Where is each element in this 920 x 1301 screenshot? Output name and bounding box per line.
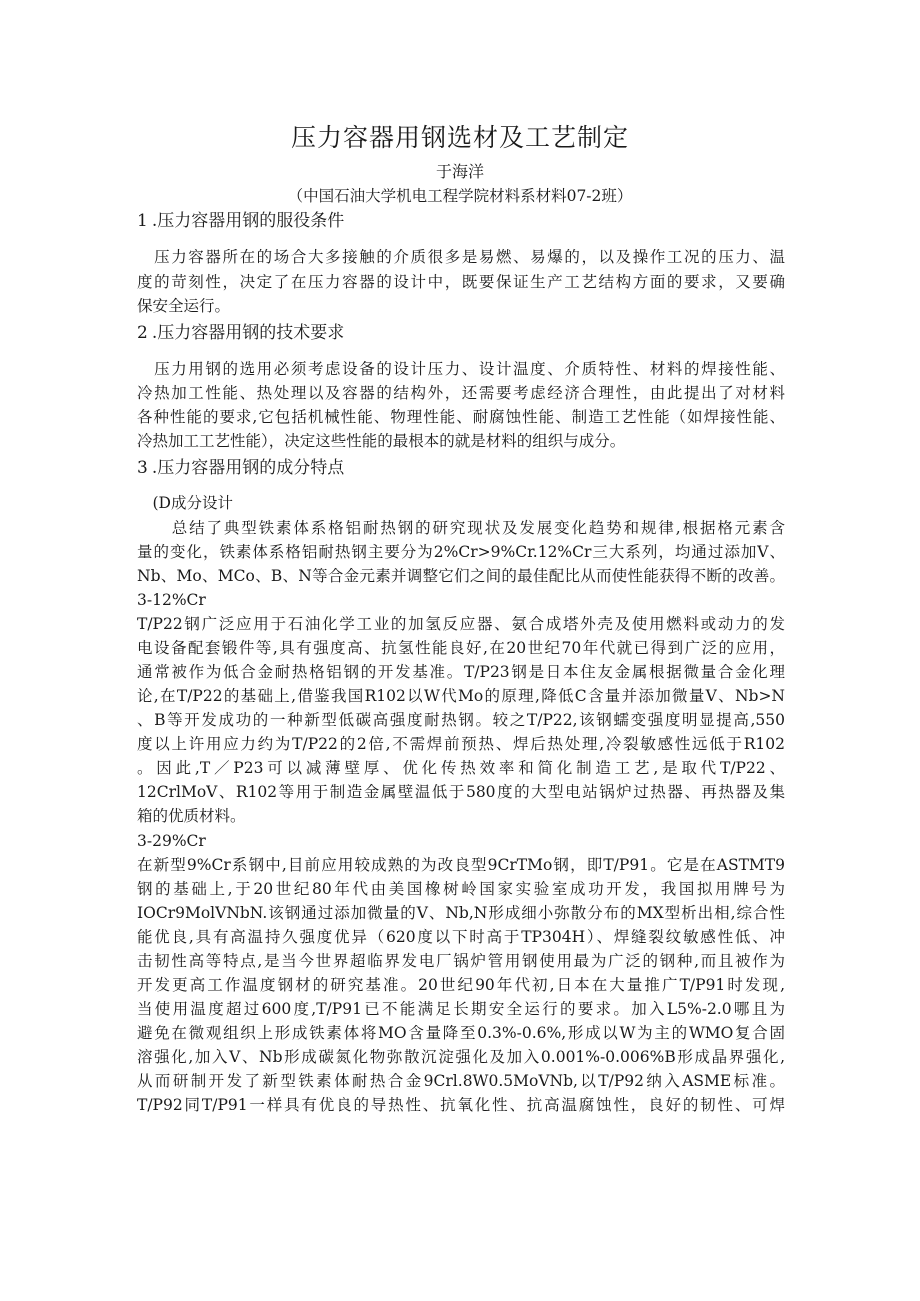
section-title: .压力容器用钢的服役条件	[151, 211, 345, 231]
paragraph-line: 论,在T/P22的基础上,借鉴我国R102以W代Mo的原理,降低C含量并添加微量V、Nb>N	[137, 687, 785, 705]
paragraph-line: 通常被作为低合金耐热格铝钢的开发基准。T/P23钢是日本住友金属根据微量合金化理	[137, 663, 785, 681]
paragraph-line: 能优良,具有高温持久强度优异（620度以下时高于TP304H）、焊缝裂纹敏感性低、冲	[137, 928, 785, 946]
paragraph-line: 、B等开发成功的一种新型低碳高强度耐热钢。较之T/P22,该钢蠕变强度明显提高,550	[137, 711, 785, 729]
paragraph-line: 避免在微观组织上形成铁素体将MO含量降至0.3%-0.6%,形成以W为主的WMO复合固	[137, 1024, 785, 1042]
paragraph-line: T/P92同T/P91一样具有优良的导热性、抗氧化性、抗高温腐蚀性，良好的韧性、可焊	[137, 1096, 785, 1114]
paragraph-line: 电设备配套锻件等,具有强度高、抗氢性能良好,在20世纪70年代就已得到广泛的应用，	[137, 639, 785, 657]
paragraph-line: 量的变化，铁素体系格铝耐热钢主要分为2%Cr>9%Cr.12%Cr三大系列，均通过添加V、	[137, 543, 785, 561]
paragraph-line: 溶强化,加入V、Nb形成碳氮化物弥散沉淀强化及加入0.001%-0.006%B形成晶界强化,	[137, 1048, 785, 1066]
paragraph-line: 冷热加工工艺性能），决定这些性能的最根本的就是材料的组织与成分。	[137, 432, 626, 450]
section-title: .压力容器用钢的成分特点	[151, 458, 345, 478]
paragraph-line: 各种性能的要求,它包括机械性能、物理性能、耐腐蚀性能、制造工艺性能（如焊接性能、	[137, 408, 785, 426]
paragraph-line: T/P22钢广泛应用于石油化学工业的加氢反应器、氨合成塔外壳及使用燃料或动力的发	[137, 615, 785, 633]
author-affiliation: （中国石油大学机电工程学院材料系材料07-2班）	[287, 187, 633, 205]
section-heading	[137, 208, 344, 234]
paragraph-line: 当使用温度超过600度,T/P91已不能满足长期安全运行的要求。加入L5%-2.0哪且为	[137, 1000, 785, 1018]
paragraph-line: 在新型9%Cr系钢中,目前应用较成熟的为改良型9CrTMo钢，即T/P91。它是在ASTMT9	[137, 856, 785, 874]
paragraph-line: 度的苛刻性，决定了在压力容器的设计中，既要保证生产工艺结构方面的要求，又要确	[137, 273, 785, 291]
paragraph-line: 压力容器所在的场合大多接触的介质很多是易燃、易爆的，以及操作工况的压力、温	[137, 248, 785, 266]
paragraph-line: 保安全运行。	[137, 297, 231, 315]
paragraph-line: 压力用钢的选用必须考虑设备的设计压力、设计温度、介质特性、材料的焊接性能、	[137, 360, 785, 378]
paragraph-line: 12CrlMoV、R102等用于制造金属壁温低于580度的大型电站锅炉过热器、再热器及集	[137, 783, 785, 801]
subsection-heading: (D成分设计	[137, 494, 233, 512]
paragraph-line: 3-12%Cr	[137, 591, 206, 609]
section-heading	[137, 455, 344, 481]
paragraph-line: 3-29%Cr	[137, 832, 206, 850]
paragraph-line: 。因此,T／P23可以减薄壁厚、优化传热效率和简化制造工艺,是取代T/P22、	[137, 759, 785, 777]
paragraph-line: 钢的基础上,于20世纪80年代由美国橡树岭国家实验室成功开发，我国拟用牌号为	[137, 880, 785, 898]
section-title: .压力容器用钢的技术要求	[151, 323, 345, 343]
paragraph-line: 度以上许用应力约为T/P22的2倍,不需焊前预热、焊后热处理,冷裂敏感性远低于R102	[137, 735, 785, 753]
paragraph-line: Nb、Mo、MCo、B、N等合金元素并调整它们之间的最佳配比从而使性能获得不断的改善。	[137, 567, 785, 585]
section-heading	[137, 320, 344, 346]
paragraph-line: IOCr9MolVNbN.该钢通过添加微量的V、Nb,N形成细小弥散分布的MX型析出相,综合性	[137, 904, 785, 922]
paragraph-line: 击韧性高等特点,是当今世界超临界发电厂锅炉管用钢使用最为广泛的钢种,而且被作为	[137, 952, 785, 970]
section-number: 1	[137, 211, 148, 231]
author-name: 于海洋	[435, 162, 484, 181]
paragraph-line: 从而研制开发了新型铁素体耐热合金9Crl.8W0.5MoVNb,以T/P92纳入ASME标准。	[137, 1072, 785, 1090]
paragraph-line: 开发更高工作温度钢材的研究基准。20世纪90年代初,日本在大量推广T/P91时发现,	[137, 976, 785, 994]
paragraph-line: 箱的优质材料。	[137, 807, 246, 825]
section-number: 3	[137, 458, 148, 478]
document-title: 压力容器用钢选材及工艺制定	[290, 123, 629, 152]
paragraph-line: 总结了典型铁素体系格铝耐热钢的研究现状及发展变化趋势和规律,根据格元素含	[137, 519, 785, 537]
section-number: 2	[137, 323, 148, 343]
paragraph-line: 冷热加工性能、热处理以及容器的结构外，还需要考虑经济合理性，由此提出了对材料	[137, 384, 785, 402]
